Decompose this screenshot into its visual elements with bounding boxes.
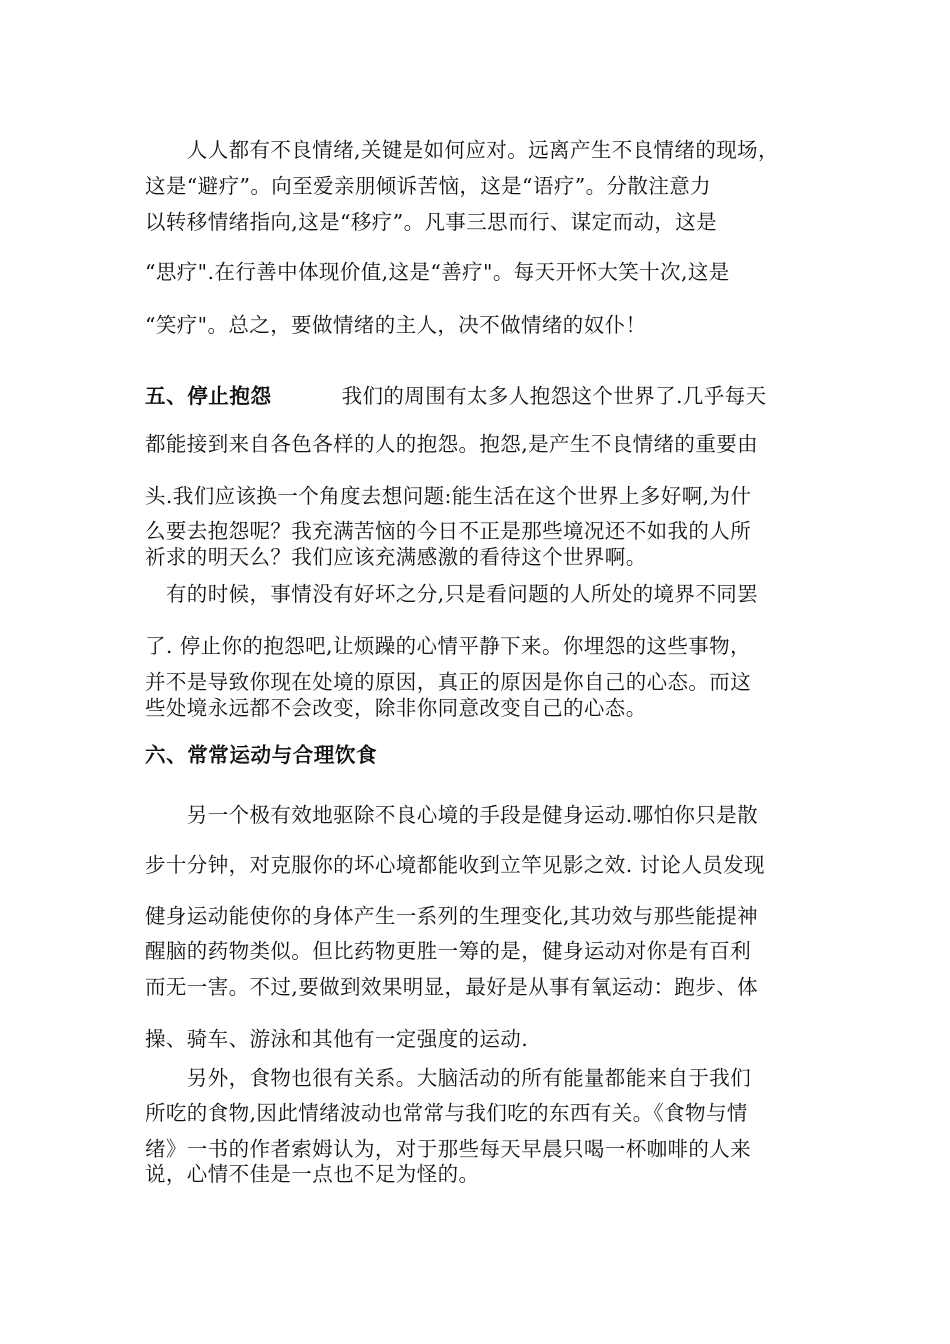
text-line: 了. 停止你的抱怨吧,让烦躁的心情平静下来。你埋怨的这些事物， xyxy=(145,634,751,658)
text-line: 另一个极有效地驱除不良心境的手段是健身运动.哪怕你只是散 xyxy=(145,803,759,827)
text-line: 人人都有不良情绪,关键是如何应对。远离产生不良情绪的现场， xyxy=(145,138,779,162)
section-heading-line xyxy=(145,382,767,410)
text-line: 绪》一书的作者索姆认为，对于那些每天早晨只喝一杯咖啡的人来 xyxy=(145,1137,752,1161)
text-line: 祈求的明天么？我们应该充满感激的看待这个世界啊。 xyxy=(145,545,647,569)
section-heading: 六、常常运动与合理饮食 xyxy=(145,743,378,767)
text-line: 我们的周围有太多人抱怨这个世界了.几乎每天 xyxy=(341,384,767,408)
text-line: 么要去抱怨呢？我充满苦恼的今日不正是那些境况还不如我的人所 xyxy=(145,519,752,543)
text-line: 操、骑车、游泳和其他有一定强度的运动. xyxy=(145,1027,529,1051)
text-line: 这是“避疗”。向至爱亲朋倾诉苦恼，这是“语疗”。分散注意力 xyxy=(145,174,712,198)
text-line: 以转移情绪指向,这是“移疗”。凡事三思而行、谋定而动，这是 xyxy=(145,210,718,234)
text-line: 所吃的食物,因此情绪波动也常常与我们吃的东西有关。《食物与情 xyxy=(145,1101,748,1125)
text-line: 步十分钟，对克服你的坏心境都能收到立竿见影之效. 讨论人员发现 xyxy=(145,853,765,877)
text-line: “思疗".在行善中体现价值,这是“善疗"。每天开怀大笑十次,这是 xyxy=(145,260,730,284)
text-line: 说，心情不佳是一点也不足为怪的。 xyxy=(145,1162,480,1186)
text-line: 有的时候，事情没有好坏之分,只是看问题的人所处的境界不同罢 xyxy=(145,582,759,606)
text-line: 而无一害。不过,要做到效果明显，最好是从事有氧运动：跑步、体 xyxy=(145,975,759,999)
text-line: 醒脑的药物类似。但比药物更胜一筹的是，健身运动对你是有百利 xyxy=(145,939,752,963)
text-line: 健身运动能使你的身体产生一系列的生理变化,其功效与那些能提神 xyxy=(145,904,759,928)
text-line: 并不是导致你现在处境的原因，真正的原因是你自己的心态。而这 xyxy=(145,670,752,694)
section-heading: 五、停止抱怨 xyxy=(145,384,272,408)
text-line: “笑疗"。总之，要做情绪的主人，决不做情绪的奴仆！ xyxy=(145,313,647,337)
text-line: 些处境永远都不会改变，除非你同意改变自己的心态。 xyxy=(145,696,647,720)
text-line: 另外，食物也很有关系。大脑活动的所有能量都能来自于我们 xyxy=(145,1066,752,1090)
text-line: 都能接到来自各色各样的人的抱怨。抱怨,是产生不良情绪的重要由 xyxy=(145,432,759,456)
text-line: 头.我们应该换一个角度去想问题:能生活在这个世界上多好啊,为什 xyxy=(145,484,752,508)
